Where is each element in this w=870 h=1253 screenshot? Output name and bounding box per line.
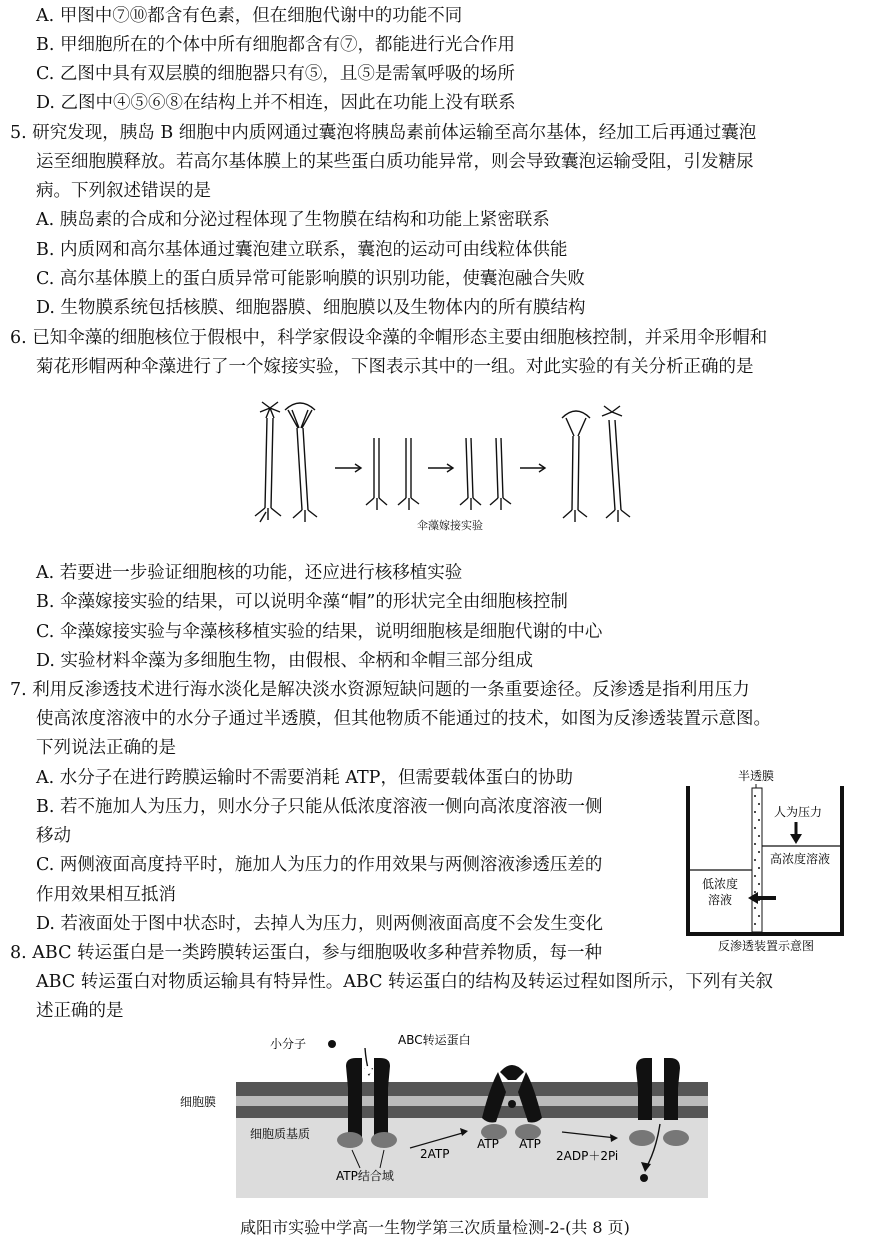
atp-binding-domain-label: ATP结合域 [336, 1169, 394, 1183]
figure-caption: 反渗透装置示意图 [717, 939, 815, 953]
q7-option-d: D. 若液面处于图中状态时，去掉人为压力，则两侧液面高度不会发生变化 [36, 914, 604, 934]
small-molecule-label: 小分子 [270, 1037, 307, 1051]
q7-stem-line: 下列说法正确的是 [36, 738, 176, 758]
semipermeable-membrane-label: 半透膜 [737, 769, 775, 783]
q4-option-a: A. 甲图中⑦⑩都含有色素，但在细胞代谢中的功能不同 [36, 6, 463, 26]
q7-stem-line: 7. 利用反渗透技术进行海水淡化是解决淡水资源短缺问题的一条重要途径。反渗透是指利用压力 [10, 680, 750, 700]
atp-label-1: ATP [477, 1137, 499, 1151]
q8-stem-line: ABC 转运蛋白对物质运输具有特异性。ABC 转运蛋白的结构及转运过程如图所示，下列有关叙 [36, 972, 774, 992]
q5-stem-line: 5. 研究发现，胰岛 B 细胞中内质网通过囊泡将胰岛素前体运输至高尔基体，经加工后再通过囊泡 [10, 123, 757, 143]
page-footer: 咸阳市实验中学高一生物学第三次质量检测-2-(共 8 页) [240, 1218, 630, 1237]
cytoplasm-matrix-label: 细胞质基质 [250, 1127, 311, 1141]
high-concentration-label: 高浓度溶液 [769, 852, 831, 866]
abc-transporter-label: ABC转运蛋白 [398, 1033, 471, 1047]
q5-option-a: A. 胰岛素的合成和分泌过程体现了生物膜在结构和功能上紧密联系 [36, 210, 550, 230]
q4-option-c: C. 乙图中具有双层膜的细胞器只有⑤，且⑤是需氧呼吸的场所 [36, 64, 515, 84]
q7-stem-line: 使高浓度溶液中的水分子通过半透膜，但其他物质不能通过的技术，如图为反渗透装置示意图。 [36, 709, 771, 729]
q7-option-c: C. 两侧液面高度持平时，施加人为压力的作用效果与两侧溶液渗透压差的 [36, 855, 603, 875]
reverse-osmosis-figure [676, 766, 856, 956]
q5-stem-line: 病。下列叙述错误的是 [36, 181, 211, 201]
q5-option-d: D. 生物膜系统包括核膜、细胞器膜、细胞膜以及生物体内的所有膜结构 [36, 298, 586, 318]
atp-label-2: ATP [519, 1137, 541, 1151]
q7-option-a: A. 水分子在进行跨膜运输时不需要消耗 ATP，但需要载体蛋白的协助 [36, 768, 573, 788]
q5-stem-line: 运至细胞膜释放。若高尔基体膜上的某些蛋白质功能异常，则会导致囊泡运输受阻，引发糖尿 [36, 152, 754, 172]
q6-stem-line: 菊花形帽两种伞藻进行了一个嫁接实验，下图表示其中的一组。对此实验的有关分析正确的是 [36, 357, 754, 377]
atp-input-label: 2ATP [420, 1147, 450, 1161]
q8-stem-line: 述正确的是 [36, 1001, 124, 1021]
low-concentration-label-2: 溶液 [707, 893, 733, 907]
cell-membrane-label: 细胞膜 [180, 1095, 217, 1109]
low-concentration-label: 低浓度 [701, 877, 739, 891]
q6-stem-line: 6. 已知伞藻的细胞核位于假根中，科学家假设伞藻的伞帽形态主要由细胞核控制，并采用伞形帽和 [10, 328, 768, 348]
q8-stem-line: 8. ABC 转运蛋白是一类跨膜转运蛋白，参与细胞吸收多种营养物质，每一种 [10, 943, 603, 963]
q6-option-a: A. 若要进一步验证细胞核的功能，还应进行核移植实验 [36, 563, 463, 583]
q6-option-b: B. 伞藻嫁接实验的结果，可以说明伞藻“帽”的形状完全由细胞核控制 [36, 592, 568, 612]
q7-option-b: B. 若不施加人为压力，则水分子只能从低浓度溶液一侧向高浓度溶液一侧 [36, 797, 603, 817]
q7-option-b-cont: 移动 [36, 826, 71, 846]
figure-caption: 伞藻嫁接实验 [417, 519, 483, 532]
acetabularia-grafting-figure [240, 398, 660, 532]
q5-option-b: B. 内质网和高尔基体通过囊泡建立联系，囊泡的运动可由线粒体供能 [36, 240, 568, 260]
q6-option-c: C. 伞藻嫁接实验与伞藻核移植实验的结果，说明细胞核是细胞代谢的中心 [36, 622, 603, 642]
pressure-label: 人为压力 [773, 805, 823, 819]
abc-transporter-figure [170, 1028, 720, 1200]
adp-label: 2ADP＋2Pi [556, 1149, 619, 1163]
q5-option-c: C. 高尔基体膜上的蛋白质异常可能影响膜的识别功能，使囊泡融合失败 [36, 269, 585, 289]
q7-option-c-cont: 作用效果相互抵消 [36, 885, 176, 905]
q6-option-d: D. 实验材料伞藻为多细胞生物，由假根、伞柄和伞帽三部分组成 [36, 651, 534, 671]
q4-option-d: D. 乙图中④⑤⑥⑧在结构上并不相连，因此在功能上没有联系 [36, 93, 516, 113]
q4-option-b: B. 甲细胞所在的个体中所有细胞都含有⑦，都能进行光合作用 [36, 35, 515, 55]
